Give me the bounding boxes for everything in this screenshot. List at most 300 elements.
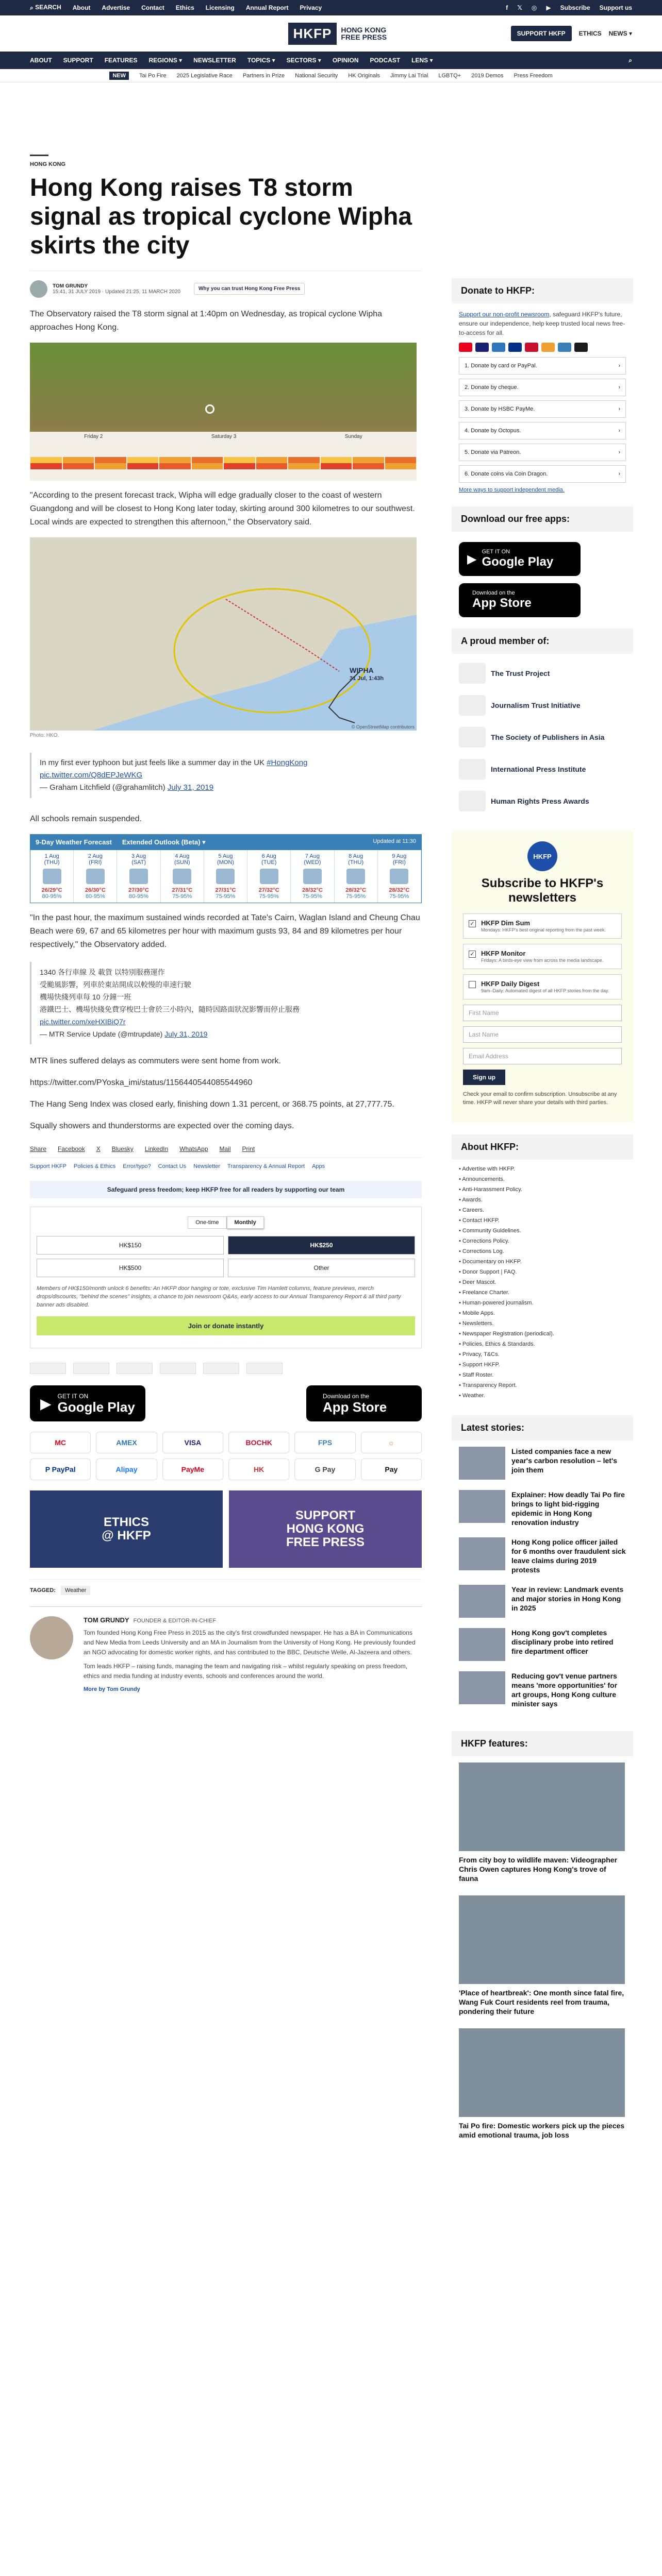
weather-icon	[216, 869, 235, 884]
forecast-date: 1 Aug	[44, 853, 59, 859]
annual-report-link[interactable]: Annual Report	[245, 4, 289, 11]
donate-support-link[interactable]: Support our non-profit newsroom	[459, 311, 550, 318]
one-time-toggle[interactable]: One-time	[188, 1216, 226, 1229]
forecast-date: 5 Aug	[218, 853, 233, 859]
google-play-icon: ▶	[467, 552, 477, 566]
support-hkfp-button[interactable]: SUPPORT HKFP	[511, 26, 572, 41]
paragraph: All schools remain suspended.	[30, 815, 142, 823]
forecast-date: 2 Aug	[88, 853, 103, 859]
news-dropdown[interactable]: NEWS ▾	[608, 30, 632, 37]
forecast-humidity: 80-95%	[129, 893, 148, 900]
weather-icon	[43, 869, 61, 884]
newsletter-footnote: Check your email to confirm subscription. Unsubscribe at any time. HKFP will never share your details with third parties.	[463, 1091, 617, 1106]
feature-thumbnail	[459, 2028, 625, 2117]
amount-option[interactable]: Other	[228, 1259, 415, 1277]
forecast-weekday: (THU)	[44, 859, 60, 866]
about-item[interactable]: • Awards.	[459, 1197, 483, 1203]
about-item-label: Corrections Policy.	[462, 1238, 509, 1244]
trending-link[interactable]: National Security	[295, 72, 338, 79]
about-item[interactable]: • Announcements.	[459, 1176, 505, 1182]
about-item-label: Transparency Report.	[462, 1382, 517, 1388]
promo-text: ETHICS @ HKFP	[102, 1515, 151, 1543]
map-label: WIPHA	[350, 666, 374, 674]
google-play-icon: ▶	[40, 1395, 52, 1412]
forecast-weekday: (FRI)	[392, 859, 406, 866]
share-link[interactable]: X	[96, 1145, 101, 1153]
safeguard-banner[interactable]: Safeguard press freedom; keep HKFP free for all readers by supporting our team	[30, 1181, 422, 1198]
feature-story[interactable]	[459, 1762, 626, 1883]
story-title: Explainer: How deadly Tai Po fire brings to light bid-rigging epidemic in Hong Kong renovation industry	[511, 1490, 625, 1527]
member-name: The Trust Project	[491, 669, 550, 677]
x-icon[interactable]: 𝕏	[517, 4, 522, 11]
tweet-line: 機場快綫列車每 10 分鐘一班	[40, 993, 131, 1001]
forecast-weekday: (SUN)	[174, 859, 190, 866]
nav-item[interactable]: SUPPORT	[63, 57, 93, 64]
nav-item[interactable]: LENS ▾	[411, 57, 433, 64]
footer-link[interactable]: Contact Us	[158, 1163, 187, 1170]
member-logo-icon	[459, 663, 486, 684]
story-title: Reducing gov't venue partners means 'more opportunities' for art groups, Hong Kong culture minister says	[511, 1672, 618, 1708]
nav-item[interactable]: FEATURES	[104, 57, 138, 64]
about-item[interactable]: • Careers.	[459, 1207, 485, 1213]
newsletter-option[interactable]	[463, 944, 622, 969]
youtube-icon[interactable]: ▶	[546, 4, 551, 11]
about-item-label: Advertise with HKFP.	[462, 1166, 515, 1172]
about-item-label: Anti-Harassment Policy.	[462, 1187, 522, 1193]
chevron-down-icon: ›	[618, 471, 620, 477]
forecast-weekday: (WED)	[304, 859, 321, 866]
author-role: FOUNDER & EDITOR-IN-CHIEF	[133, 1618, 217, 1624]
about-item[interactable]: • Freelance Charter.	[459, 1290, 510, 1296]
about-item-label: Donor Support | FAQ.	[462, 1269, 517, 1275]
about-item[interactable]: • Policies, Ethics & Standards.	[459, 1341, 535, 1347]
about-item-label: Human-powered journalism.	[462, 1300, 534, 1306]
ethics-link[interactable]: Ethics	[175, 4, 194, 11]
more-ways-link[interactable]: More ways to support independent media.	[459, 487, 565, 493]
member-heading: A proud member of:	[452, 629, 633, 654]
footer-link[interactable]: Support HKFP	[30, 1163, 67, 1170]
tags-label: TAGGED:	[30, 1587, 56, 1594]
cyclone-marker-icon	[205, 404, 214, 414]
donate-option-label: 4. Donate by Octopus.	[465, 428, 521, 434]
donate-widget	[30, 1207, 422, 1348]
feature-story[interactable]	[459, 1895, 626, 2016]
gp-small: GET IT ON	[57, 1393, 89, 1400]
author-bio: Tom founded Hong Kong Free Press in 2015 as the city's first crowdfunded newspaper. He has a BA in Communications and New Media from Leeds University and an MA in Journalism from the University of Hong Kong. He previously founded an NGO advocating for domestic worker rights, and has contributed to the BBC, Deutsche Welle, Al-Jazeera and others.	[84, 1629, 416, 1656]
member-org[interactable]	[459, 727, 626, 748]
about-item[interactable]: • Weather.	[459, 1393, 485, 1399]
nav-item[interactable]: REGIONS ▾	[148, 57, 183, 64]
google-play-button[interactable]	[30, 1385, 145, 1421]
gp-small: GET IT ON	[482, 549, 510, 555]
bank-icon	[525, 343, 538, 352]
forecast-day	[161, 850, 204, 903]
tweet-pic-link[interactable]: pic.twitter.com/Q8dEPJeWKG	[40, 771, 143, 779]
share-link[interactable]: LinkedIn	[144, 1145, 169, 1153]
forecast-temp: 27/31°C	[172, 887, 193, 893]
feature-stories	[452, 1762, 633, 2140]
latest-story[interactable]	[459, 1585, 626, 1618]
about-item[interactable]: • Newspaper Registration (periodical).	[459, 1331, 554, 1337]
ethics-header-link[interactable]: ETHICS	[578, 30, 602, 37]
amount-option[interactable]: HK$150	[37, 1236, 224, 1255]
donate-option-label: 2. Donate by cheque.	[465, 384, 519, 391]
about-item[interactable]: • Newsletters.	[459, 1320, 494, 1327]
newsletter-checkbox[interactable]: ✓	[469, 951, 476, 958]
latest-story[interactable]	[459, 1447, 626, 1480]
chevron-down-icon: ›	[618, 449, 620, 455]
promo-row	[30, 1490, 422, 1568]
nav-item[interactable]: SECTORS ▾	[286, 57, 321, 64]
payment-logo: HK	[228, 1459, 289, 1480]
trending-link[interactable]: Press Freedom	[514, 72, 553, 79]
trending-link[interactable]: Tai Po Fire	[139, 72, 167, 79]
paragraph: The Hang Seng Index was closed early, finishing down 1.31 percent, or 368.75 points, at 27,777.75.	[30, 1100, 394, 1109]
member-org[interactable]	[459, 759, 626, 779]
donate-option[interactable]	[459, 422, 626, 439]
about-item-label: Documentary on HKFP.	[462, 1259, 522, 1265]
weather-icon	[260, 869, 278, 884]
payment-logo: MC	[30, 1432, 91, 1453]
paragraph: "In the past hour, the maximum sustained winds recorded at Tate's Cairn, Waglan Island and Cheung Chau Beach were 69, 67 and 65 kilometres per hour with maximum gusts 93, 84 and 89 kilometres per hour respectively," the Observatory added.	[30, 913, 420, 949]
donate-option[interactable]	[459, 444, 626, 461]
payment-logo: PayMe	[162, 1459, 223, 1480]
amount-option[interactable]: HK$250	[228, 1236, 415, 1255]
sidebar-google-play[interactable]	[459, 542, 581, 576]
feature-thumbnail	[459, 1762, 625, 1851]
trending-link[interactable]: Partners in Prize	[242, 72, 285, 79]
newsletter-desc: Mondays: HKFP's best original reporting from the past week.	[481, 927, 606, 933]
member-name: Human Rights Press Awards	[491, 797, 589, 805]
story-thumbnail	[459, 1628, 505, 1661]
newsletter-checkbox[interactable]	[469, 981, 476, 988]
paragraph: "According to the present forecast track, Wipha will edge gradually closer to the coast of western Guangdong and will be closest to Hong Kong later today, skirting around 300 kilometres to our southwest. Local winds are expected to strengthen this afternoon," the Observatory said.	[30, 491, 415, 527]
forecast-temp: 26/30°C	[85, 887, 106, 893]
hkfp-logo[interactable]	[288, 23, 387, 45]
support-promo[interactable]	[229, 1490, 422, 1568]
tweet-line: 1340 各行車線 及 載貨 以特別服務運作	[40, 968, 165, 976]
article-footer-links	[30, 1163, 422, 1170]
member-badge	[117, 1363, 153, 1374]
forecast-tab[interactable]: Extended Outlook (Beta) ▾	[122, 838, 206, 846]
ethics-promo[interactable]	[30, 1490, 223, 1568]
about-item[interactable]: • Support HKFP.	[459, 1362, 500, 1368]
about-item[interactable]: • Documentary on HKFP.	[459, 1259, 522, 1265]
forecast-weekday: (SAT)	[131, 859, 146, 866]
sidebar	[452, 155, 633, 2152]
latest-story[interactable]	[459, 1537, 626, 1574]
satellite-forecast-image	[30, 343, 417, 481]
payment-logo: Pay	[361, 1459, 422, 1480]
forecast-weekday: (MON)	[217, 859, 234, 866]
about-item[interactable]: • Human-powered journalism.	[459, 1300, 534, 1306]
forecast-day	[30, 850, 74, 903]
member-logo-icon	[459, 695, 486, 716]
more-by-author-link[interactable]: More by Tom Grundy	[84, 1686, 140, 1692]
about-item-label: Policies, Ethics & Standards.	[462, 1341, 535, 1347]
donate-option[interactable]	[459, 357, 626, 375]
forecast-humidity: 80-95%	[42, 893, 62, 900]
forecast-temp: 28/32°C	[345, 887, 367, 893]
support-us-link[interactable]: Support us	[599, 4, 632, 11]
tweet-author: — Graham Litchfield (@grahamlitch)	[40, 783, 166, 792]
licensing-link[interactable]: Licensing	[205, 4, 235, 11]
fps-icon	[558, 343, 571, 352]
forecast-weekday: (TUE)	[261, 859, 277, 866]
newsletter-title: Subscribe to HKFP's newsletters	[481, 876, 604, 905]
about-heading: About HKFP:	[452, 1134, 633, 1160]
as-small: Download on the	[323, 1393, 370, 1400]
forecast-weekday: (FRI)	[89, 859, 102, 866]
latest-story[interactable]	[459, 1490, 626, 1527]
story-title: Hong Kong gov't completes disciplinary probe into retired fire department officer	[511, 1629, 614, 1655]
forecast-humidity: 75-95%	[216, 893, 236, 900]
payment-logo: ☼	[361, 1432, 422, 1453]
share-link[interactable]: Bluesky	[111, 1145, 134, 1153]
email-input[interactable]: Email Address	[463, 1048, 622, 1064]
about-item[interactable]: • Transparency Report.	[459, 1382, 517, 1388]
features-heading: HKFP features:	[452, 1731, 633, 1756]
about-item[interactable]: • Community Guidelines.	[459, 1228, 521, 1234]
as-label: App Store	[323, 1399, 387, 1415]
top-bar	[0, 0, 662, 15]
member-logo-icon	[459, 791, 486, 811]
member-org[interactable]	[459, 791, 626, 811]
article-title: Hong Kong raises T8 storm signal as tropical cyclone Wipha skirts the city	[30, 174, 412, 259]
about-item[interactable]: • Privacy, T&Cs.	[459, 1351, 500, 1358]
trending-link[interactable]: 2025 Legislative Race	[176, 72, 233, 79]
membership-note: Members of HK$150/month unlock 6 benefits: An HKFP door hanging or tote, exclusive Tim Hamlett columns, feature previews, merch drops/discounts, "behind the scenes" insights, a chance to join newsroom Q&As, early access to our Annual Transparency Report & all third party banner ads disabled.	[37, 1285, 401, 1308]
about-item-label: Weather.	[462, 1393, 485, 1399]
map-credit: © OpenStreetMap contributors	[351, 724, 415, 730]
about-item[interactable]: • Contact HKFP.	[459, 1217, 500, 1224]
monthly-toggle[interactable]: Monthly	[227, 1216, 264, 1229]
sidebar-app-store[interactable]	[459, 583, 581, 617]
about-item-label: Deer Mascot.	[462, 1279, 496, 1285]
share-link[interactable]: WhatsApp	[179, 1145, 208, 1153]
author-name[interactable]: TOM GRUNDY	[53, 283, 88, 289]
tweet-date-link[interactable]: July 31, 2019	[167, 783, 214, 792]
search-link[interactable]	[30, 4, 61, 11]
subscribe-link[interactable]: Subscribe	[560, 4, 590, 11]
donate-option-label: 5. Donate via Patreon.	[465, 449, 521, 455]
hashtag-link[interactable]: #HongKong	[267, 758, 308, 767]
about-item[interactable]: • Deer Mascot.	[459, 1279, 496, 1285]
feature-title: 'Place of heartbreak': One month since fatal fire, Wang Fuk Court residents reel from trauma, pondering their future	[459, 1989, 624, 2015]
newsletter-desc: 9am–Daily: Automated digest of all HKFP stories from the day.	[481, 988, 609, 993]
gp-label: Google Play	[57, 1399, 135, 1415]
newsletter-name: HKFP Monitor	[481, 950, 526, 957]
last-name-input[interactable]: Last Name	[463, 1026, 622, 1043]
donate-list	[452, 357, 633, 483]
footer-link[interactable]: Apps	[312, 1163, 325, 1170]
chevron-down-icon: ›	[618, 384, 620, 391]
signup-button[interactable]: Sign up	[463, 1070, 505, 1085]
member-logo-icon	[459, 727, 486, 748]
author-photo[interactable]	[30, 1616, 73, 1659]
footer-link[interactable]: Newsletter	[193, 1163, 221, 1170]
embedded-tweet	[30, 753, 422, 798]
badge-row	[30, 1363, 422, 1374]
about-item[interactable]: • Corrections Log.	[459, 1248, 504, 1255]
publish-date: 15:41, 31 JULY 2019	[53, 289, 101, 295]
forecast-day	[204, 850, 247, 903]
nav-item[interactable]: NEWSLETTER	[193, 57, 236, 64]
tweet-author: — MTR Service Update (@mtrupdate)	[40, 1030, 163, 1038]
trust-link[interactable]: Why you can trust Hong Kong Free Press	[194, 283, 305, 295]
instagram-icon[interactable]: ◎	[531, 4, 537, 11]
join-button[interactable]: Join or donate instantly	[37, 1316, 415, 1335]
forecast-humidity: 75-95%	[389, 893, 409, 900]
payment-logo: G Pay	[294, 1459, 355, 1480]
author-avatar[interactable]	[30, 280, 47, 298]
app-badges	[30, 1385, 422, 1421]
about-item[interactable]: • Staff Roster.	[459, 1372, 494, 1378]
updated-date: Updated 21:25, 11 MARCH 2020	[105, 289, 180, 295]
paypal-icon	[508, 343, 522, 352]
payment-methods	[30, 1432, 422, 1480]
feature-thumbnail	[459, 1895, 625, 1984]
payment-logo: BOCHK	[228, 1432, 289, 1453]
nav-item[interactable]: OPINION	[332, 57, 359, 64]
applepay-icon	[574, 343, 588, 352]
member-badge	[246, 1363, 283, 1374]
fc-day: Friday 2	[84, 434, 103, 439]
main-nav	[0, 52, 662, 69]
tweet-date-link[interactable]: July 31, 2019	[164, 1030, 208, 1038]
story-title: Hong Kong police officer jailed for 6 months over fraudulent sick leave claims during 2019 protests	[511, 1538, 626, 1574]
donate-option[interactable]	[459, 465, 626, 483]
nav-item[interactable]: TOPICS ▾	[247, 57, 275, 64]
about-item-label: Staff Roster.	[462, 1372, 494, 1378]
nav-item[interactable]: ABOUT	[30, 57, 52, 64]
share-label: Share	[30, 1145, 47, 1153]
member-org[interactable]	[459, 663, 626, 684]
trending-link[interactable]: 2019 Demos	[471, 72, 504, 79]
nav-item[interactable]: PODCAST	[370, 57, 401, 64]
facebook-icon[interactable]: f	[506, 4, 508, 11]
member-org[interactable]	[459, 695, 626, 716]
paragraph: Squally showers and thunderstorms are expected over the coming days.	[30, 1122, 294, 1130]
forecast-date: 8 Aug	[349, 853, 363, 859]
about-item[interactable]: • Corrections Policy.	[459, 1238, 509, 1244]
fc-day: Saturday 3	[211, 434, 237, 439]
chevron-down-icon: ›	[618, 428, 620, 434]
weather-icon	[303, 869, 322, 884]
article-kicker[interactable]: HONG KONG	[30, 161, 66, 167]
member-name: The Society of Publishers in Asia	[491, 733, 605, 741]
app-store-button[interactable]	[306, 1385, 422, 1421]
trending-link[interactable]: LGBTQ+	[438, 72, 461, 79]
amount-option[interactable]: HK$500	[37, 1259, 224, 1277]
footer-link[interactable]: Transparency & Annual Report	[227, 1163, 305, 1170]
newsletter-checkbox[interactable]: ✓	[469, 920, 476, 927]
member-badge	[160, 1363, 196, 1374]
donate-option[interactable]	[459, 400, 626, 418]
tweet-pic-link[interactable]: pic.twitter.com/xeHXIBiQ7r	[40, 1018, 126, 1026]
forecast-date: 9 Aug	[392, 853, 407, 859]
newsletter-signup	[452, 831, 633, 1122]
trending-link[interactable]: HK Originals	[348, 72, 380, 79]
site-header	[0, 15, 662, 52]
fc-day: Sunday	[344, 434, 362, 439]
forecast-temp: 27/31°C	[215, 887, 236, 893]
advertise-link[interactable]: Advertise	[102, 4, 130, 11]
trending-link[interactable]: Jimmy Lai Trial	[390, 72, 428, 79]
feature-story[interactable]	[459, 2028, 626, 2140]
newsletter-option[interactable]	[463, 913, 622, 939]
footer-link[interactable]: Error/typo?	[123, 1163, 151, 1170]
footer-link[interactable]: Policies & Ethics	[73, 1163, 116, 1170]
first-name-input[interactable]: First Name	[463, 1005, 622, 1021]
tweet-text: In my first ever typhoon but just feels like a summer day in the UK	[40, 758, 265, 767]
payment-logo: Alipay	[96, 1459, 157, 1480]
share-link[interactable]: Mail	[219, 1145, 231, 1153]
about-item[interactable]: • Mobile Apps.	[459, 1310, 495, 1316]
logo-line2: FREE PRESS	[341, 33, 387, 41]
logo-text	[341, 26, 387, 41]
forecast-title: 9-Day Weather Forecast	[36, 838, 112, 846]
forecast-strip	[30, 432, 417, 481]
embedded-tweet-mtr	[30, 962, 422, 1044]
tweet-url[interactable]: https://twitter.com/PYoska_imi/status/1156440544085544960	[30, 1078, 253, 1087]
forecast-temp: 27/30°C	[128, 887, 149, 893]
donate-option-label: 3. Donate by HSBC PayMe.	[465, 406, 535, 412]
author-box-name[interactable]: TOM GRUNDY	[84, 1616, 129, 1624]
about-item-label: Privacy, T&Cs.	[462, 1351, 500, 1358]
search-icon[interactable]: ⌕	[628, 56, 632, 64]
about-link[interactable]: About	[72, 4, 91, 11]
newsletter-option[interactable]	[463, 974, 622, 999]
weather-icon	[346, 869, 365, 884]
about-item-label: Support HKFP.	[462, 1362, 500, 1368]
donate-heading: Donate to HKFP:	[452, 278, 633, 303]
donate-option[interactable]	[459, 379, 626, 396]
member-name: Journalism Trust Initiative	[491, 701, 581, 709]
forecast-day	[291, 850, 334, 903]
story-thumbnail	[459, 1537, 505, 1570]
share-bar	[30, 1145, 422, 1158]
story-title: Listed companies face a new year's carbon resolution – let's join them	[511, 1447, 618, 1474]
feature-title: Tai Po fire: Domestic workers pick up the pieces amid emotional trauma, job loss	[459, 2122, 625, 2139]
about-item[interactable]: • Anti-Harassment Policy.	[459, 1187, 522, 1193]
privacy-link[interactable]: Privacy	[300, 4, 322, 11]
newsletter-name: HKFP Daily Digest	[481, 980, 540, 988]
member-badge	[73, 1363, 109, 1374]
about-item[interactable]: • Donor Support | FAQ.	[459, 1269, 517, 1275]
amex-icon	[492, 343, 505, 352]
contact-link[interactable]: Contact	[141, 4, 164, 11]
tag-weather[interactable]: Weather	[61, 1586, 90, 1595]
weather-icon	[173, 869, 191, 884]
donate-pay-logos	[452, 337, 633, 357]
nine-day-forecast	[30, 834, 422, 903]
about-item-label: Awards.	[462, 1197, 483, 1203]
story-thumbnail	[459, 1671, 505, 1704]
share-link[interactable]: Print	[242, 1145, 255, 1153]
forecast-color-row	[30, 457, 417, 463]
forecast-temp: 28/32°C	[302, 887, 323, 893]
forecast-color-row	[30, 463, 417, 469]
about-item[interactable]: • Advertise with HKFP.	[459, 1166, 515, 1172]
share-link[interactable]: Facebook	[58, 1145, 85, 1153]
latest-story[interactable]	[459, 1628, 626, 1661]
latest-story[interactable]	[459, 1671, 626, 1708]
sidebar-apps	[452, 538, 633, 629]
donate-option-label: 1. Donate by card or PayPal.	[465, 363, 537, 369]
forecast-date: 6 Aug	[261, 853, 276, 859]
forecast-date: 4 Aug	[175, 853, 190, 859]
